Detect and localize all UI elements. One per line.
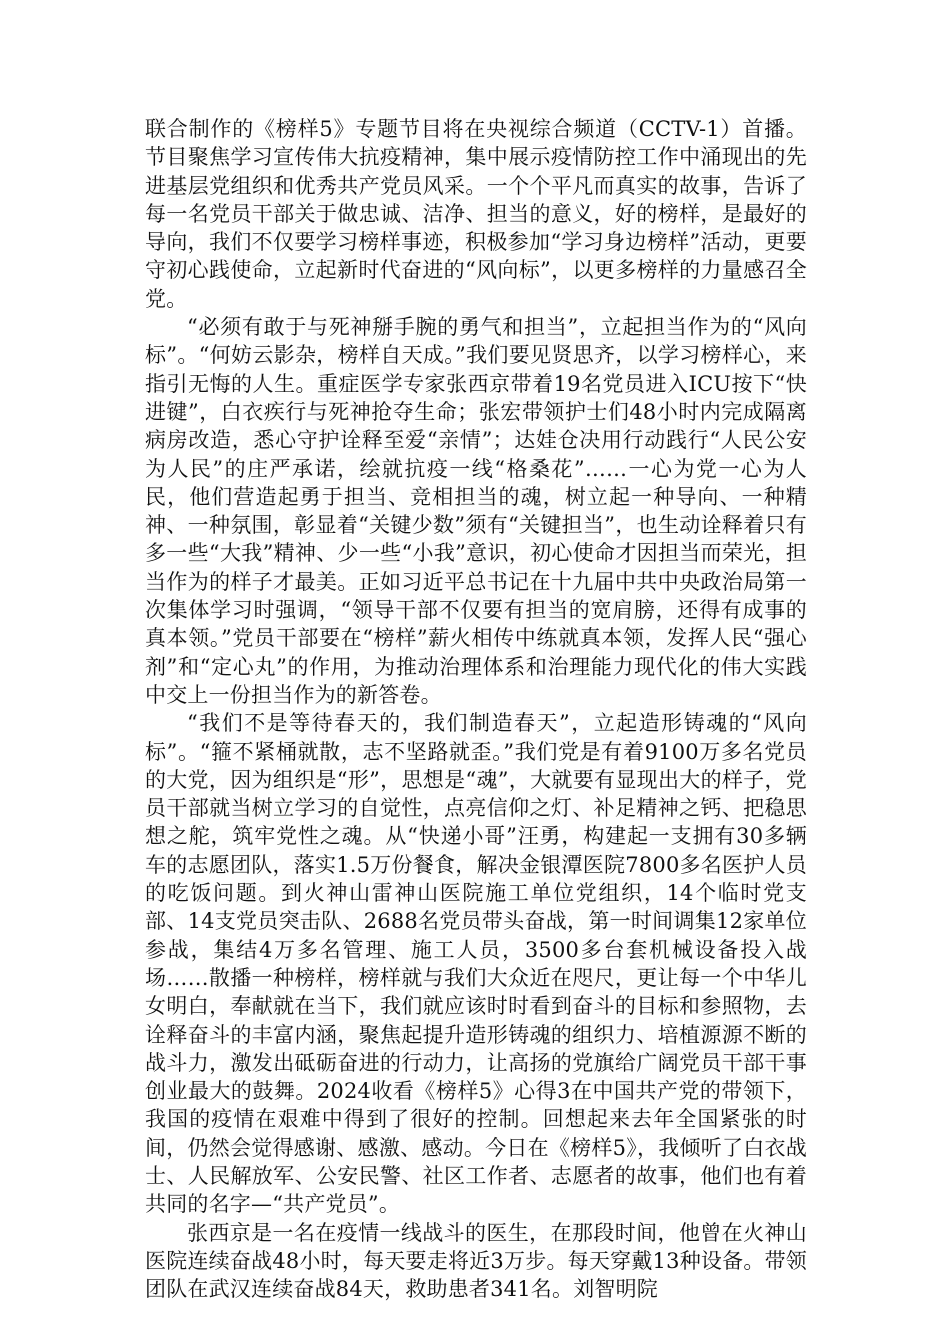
paragraph-1: 联合制作的《榜样5》专题节目将在央视综合频道（CCTV-1）首播。节目聚焦学习宣传伟大抗疫精神，集中展示疫情防控工作中涌现出的先进基层党组织和优秀共产党员风采。一个个平凡而真实的故事，告诉了每一名党员干部关于做忠诚、洁净、担当的意义，好的榜样，是最好的导向，我们不仅要学习榜样事迹，积极参加“学习身边榜样”活动，更要守初心践使命，立起新时代奋进的“风向标”，以更多榜样的力量感召全党。 (145, 117, 807, 311)
article-body (145, 115, 807, 1303)
paragraph-2: “必须有敢于与死神掰手腕的勇气和担当”，立起担当作为的“风向标”。“何妨云影杂，榜样自天成。”我们要见贤思齐，以学习榜样心，来指引无悔的人生。重症医学专家张西京带着19名党员进入ICU按下“快进键”，白衣疾行与死神抢夺生命；张宏带领护士们48小时内完成隔离病房改造，悉心守护诠释至爱“亲情”；达娃仓决用行动践行“人民公安为人民”的庄严承诺，绘就抗疫一线“格桑花”……一心为党一心为人民，他们营造起勇于担当、竞相担当的魂，树立起一种导向、一种精神、一种氛围，彰显着“关键少数”须有“关键担当”，也生动诠释着只有多一些“大我”精神、少一些“小我”意识，初心使命才因担当而荣光，担当作为的样子才最美。正如习近平总书记在十九届中共中央政治局第一次集体学习时强调，“领导干部不仅要有担当的宽肩膀，还得有成事的真本领。”党员干部要在“榜样”薪火相传中练就真本领，发挥人民“强心剂”和“定心丸”的作用，为推动治理体系和治理能力现代化的伟大实践中交上一份担当作为的新答卷。 (145, 315, 807, 707)
paragraph-3: “我们不是等待春天的，我们制造春天”，立起造形铸魂的“风向标”。“箍不紧桶就散，志不坚路就歪。”我们党是有着9100万多名党员的大党，因为组织是“形”，思想是“魂”，大就要有显现出大的样子，党员干部就当树立学习的自觉性，点亮信仰之灯、补足精神之钙、把稳思想之舵，筑牢党性之魂。从“快递小哥”汪勇，构建起一支拥有30多辆车的志愿团队，落实1.5万份餐食，解决金银潭医院7800多名医护人员的吃饭问题。到火神山雷神山医院施工单位党组织，14个临时党支部、14支党员突击队、2688名党员带头奋战，第一时间调集12家单位参战，集结4万多名管理、施工人员，3500多台套机械设备投入战场……散播一种榜样，榜样就与我们大众近在咫尺，更让每一个中华儿女明白，奉献就在当下，我们就应该时时看到奋斗的目标和参照物，去诠释奋斗的丰富内涵，聚焦起提升造形铸魂的组织力、培植源源不断的战斗力，激发出砥砺奋进的行动力，让高扬的党旗给广阔党员干部干事创业最大的鼓舞。2024收看《榜样5》心得3在中国共产党的带领下，我国的疫情在艰难中得到了很好的控制。回想起来去年全国紧张的时间，仍然会觉得感谢、感激、感动。今日在《榜样5》，我倾听了白衣战士、人民解放军、公安民警、社区工作者、志愿者的故事，他们也有着共同的名字—“共产党员”。 (145, 711, 807, 1217)
paragraph-4: 张西京是一名在疫情一线战斗的医生，在那段时间，他曾在火神山医院连续奋战48小时，每天要走将近3万步。每天穿戴13种设备。带领团队在武汉连续奋战84天，救助患者341名。刘智明院 (145, 1220, 807, 1302)
